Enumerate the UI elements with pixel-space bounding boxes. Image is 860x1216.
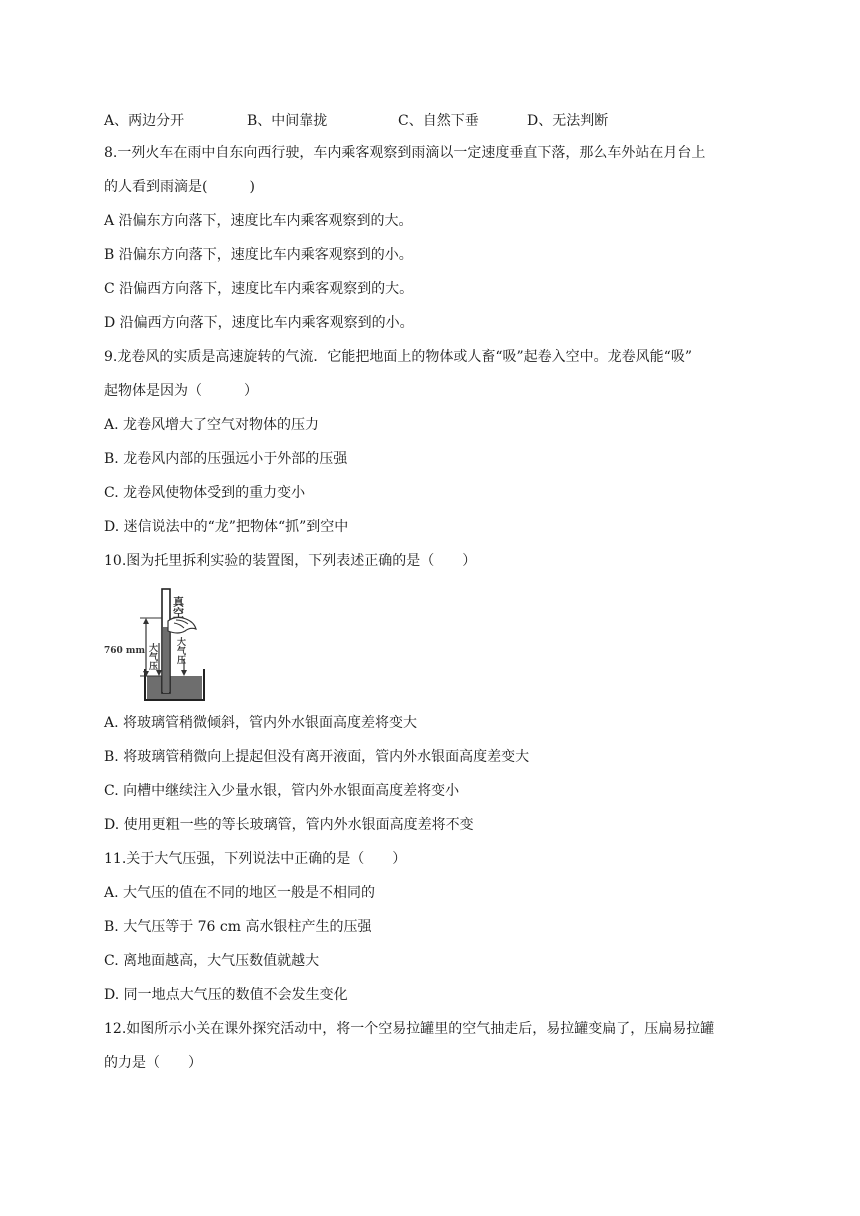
q8-stem-line2: 的人看到雨滴是( ) <box>104 179 255 195</box>
hand-icon <box>168 617 196 633</box>
q7-option-a: A、两边分开 <box>104 113 185 129</box>
q10-option-c: C. 向槽中继续注入少量水银，管内外水银面高度差将变小 <box>104 783 460 799</box>
q9-stem-line1: 9.龙卷风的实质是高速旋转的气流．它能把地面上的物体或人畜“吸”起卷入空中。龙卷风能“吸” <box>104 349 692 365</box>
mercury-column <box>163 627 169 693</box>
q12-stem-line1: 12.如图所示小关在课外探究活动中，将一个空易拉罐里的空气抽走后，易拉罐变扁了，压扁易拉罐 <box>104 1021 715 1037</box>
left-pressure-label: 大气压 <box>147 643 157 670</box>
vacuum-label: 真空 <box>171 596 185 618</box>
q7-option-d: D、无法判断 <box>527 113 609 129</box>
torricelli-figure <box>104 585 214 705</box>
q9-option-b: B. 龙卷风内部的压强远小于外部的压强 <box>104 451 348 467</box>
q10-stem: 10.图为托里拆利实验的装置图，下列表述正确的是（ ） <box>104 553 477 569</box>
q10-option-b: B. 将玻璃管稍微向上提起但没有离开液面，管内外水银面高度差变大 <box>104 749 530 765</box>
q10-option-d: D. 使用更粗一些的等长玻璃管，管内外水银面高度差将不变 <box>104 817 474 833</box>
q8-option-d: D 沿偏西方向落下，速度比车内乘客观察到的小。 <box>104 315 414 331</box>
q7-option-b: B、中间靠拢 <box>247 113 328 129</box>
right-pressure-label: 大气压 <box>175 637 185 664</box>
q8-option-c: C 沿偏西方向落下，速度比车内乘客观察到的大。 <box>104 281 414 297</box>
q11-option-d: D. 同一地点大气压的数值不会发生变化 <box>104 987 348 1003</box>
q10-option-a: A. 将玻璃管稍微倾斜，管内外水银面高度差将变大 <box>104 715 418 731</box>
q9-option-c: C. 龙卷风使物体受到的重力变小 <box>104 485 306 501</box>
height-label: 760 mm <box>104 646 145 656</box>
q9-option-a: A. 龙卷风增大了空气对物体的压力 <box>104 417 320 433</box>
q9-option-d: D. 迷信说法中的“龙”把物体“抓”到空中 <box>104 519 349 535</box>
q9-stem-line2: 起物体是因为（ ） <box>104 383 258 399</box>
q12-stem-line2: 的力是（ ） <box>104 1055 202 1071</box>
mercury-trough-fill <box>147 676 202 699</box>
q8-option-b: B 沿偏东方向落下，速度比车内乘客观察到的小。 <box>104 247 413 263</box>
q11-stem: 11.关于大气压强，下列说法中正确的是（ ） <box>104 851 407 867</box>
q7-options <box>104 110 724 130</box>
q11-option-b: B. 大气压等于 76 cm 高水银柱产生的压强 <box>104 919 372 935</box>
q7-option-c: C、自然下垂 <box>398 113 479 129</box>
q8-option-a: A 沿偏东方向落下，速度比车内乘客观察到的大。 <box>104 213 413 229</box>
q8-stem-line1: 8.一列火车在雨中自东向西行驶，车内乘客观察到雨滴以一定速度垂直下落，那么车外站在月台上 <box>104 145 706 161</box>
q11-option-a: A. 大气压的值在不同的地区一般是不相同的 <box>104 885 376 901</box>
q11-option-c: C. 离地面越高，大气压数值就越大 <box>104 953 320 969</box>
